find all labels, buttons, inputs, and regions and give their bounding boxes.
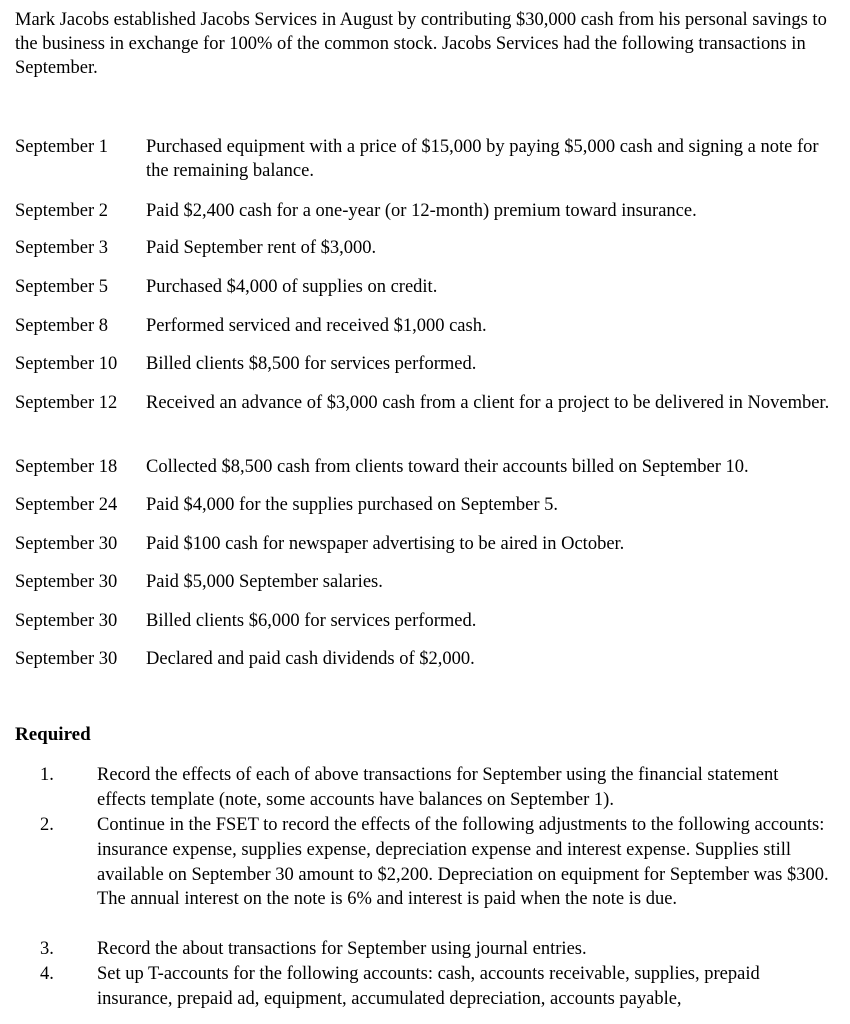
transaction-date: September 30 — [15, 534, 118, 554]
required-item-text: Continue in the FSET to record the effects of the following adjustments to the following accounts: insurance expense, supplies expense, depreciation expense and interest expense. Supplies still available on September 30 amount to $2,200. Depreciation on equipment for September was $300. The annual interest on the note is 6% and interest is paid when the note is due. — [97, 815, 829, 910]
transaction-description: Purchased equipment with a price of $15,000 by paying $5,000 cash and signing a note for the remaining balance. — [146, 137, 819, 181]
transaction-date: September 30 — [15, 649, 118, 669]
transaction-row — [15, 570, 835, 594]
transaction-date: September 30 — [15, 572, 118, 592]
transaction-description: Paid September rent of $3,000. — [146, 238, 377, 258]
transaction-date: September 8 — [15, 316, 108, 336]
transaction-description: Performed serviced and received $1,000 cash. — [146, 316, 487, 336]
transaction-description: Received an advance of $3,000 cash from a client for a project to be delivered in November. — [146, 393, 830, 413]
required-item-number: 2. — [40, 815, 54, 835]
transaction-description: Purchased $4,000 of supplies on credit. — [146, 277, 438, 297]
required-item-number: 1. — [40, 765, 54, 785]
transaction-row — [15, 236, 835, 260]
transaction-row — [15, 609, 835, 633]
transaction-date: September 30 — [15, 611, 118, 631]
transaction-date: September 5 — [15, 277, 108, 297]
required-item — [40, 937, 830, 962]
required-item-number: 3. — [40, 939, 54, 959]
transaction-row — [15, 199, 835, 223]
transaction-row — [15, 314, 835, 338]
transaction-date: September 10 — [15, 354, 118, 374]
transaction-date: September 1 — [15, 137, 108, 157]
transaction-description: Billed clients $6,000 for services performed. — [146, 611, 477, 631]
transaction-description: Collected $8,500 cash from clients toward their accounts billed on September 10. — [146, 457, 749, 477]
transaction-description: Billed clients $8,500 for services performed. — [146, 354, 477, 374]
required-item — [40, 763, 830, 813]
transaction-row — [15, 647, 835, 671]
transaction-date: September 3 — [15, 238, 108, 258]
transaction-description: Declared and paid cash dividends of $2,000. — [146, 649, 475, 669]
required-item-text: Set up T-accounts for the following accounts: cash, accounts receivable, supplies, prepaid insurance, prepaid ad, equipment, accumulated depreciation, accounts payable, — [97, 964, 760, 1009]
transaction-date: September 12 — [15, 393, 118, 413]
transaction-date: September 18 — [15, 457, 118, 477]
transaction-description: Paid $2,400 cash for a one-year (or 12-month) premium toward insurance. — [146, 201, 697, 221]
transaction-description: Paid $5,000 September salaries. — [146, 572, 383, 592]
required-item — [40, 962, 830, 1012]
transaction-row — [15, 532, 835, 556]
required-item — [40, 813, 830, 912]
transaction-row — [15, 493, 835, 517]
transaction-description: Paid $4,000 for the supplies purchased on September 5. — [146, 495, 559, 515]
required-heading: Required — [15, 724, 91, 745]
intro-paragraph: Mark Jacobs established Jacobs Services in August by contributing $30,000 cash from his personal savings to the business in exchange for 100% of the common stock. Jacobs Services had the following transactions in September. — [15, 10, 827, 78]
transaction-row — [15, 391, 835, 415]
transaction-row — [15, 135, 835, 183]
transaction-date: September 24 — [15, 495, 118, 515]
transaction-row — [15, 455, 835, 479]
transaction-date: September 2 — [15, 201, 108, 221]
required-item-text: Record the about transactions for September using journal entries. — [97, 939, 587, 959]
required-item-number: 4. — [40, 964, 54, 984]
transaction-row — [15, 275, 835, 299]
transaction-description: Paid $100 cash for newspaper advertising to be aired in October. — [146, 534, 625, 554]
required-item-text: Record the effects of each of above transactions for September using the financial statement effects template (note, some accounts have balances on September 1). — [97, 765, 779, 810]
transaction-row — [15, 352, 835, 376]
